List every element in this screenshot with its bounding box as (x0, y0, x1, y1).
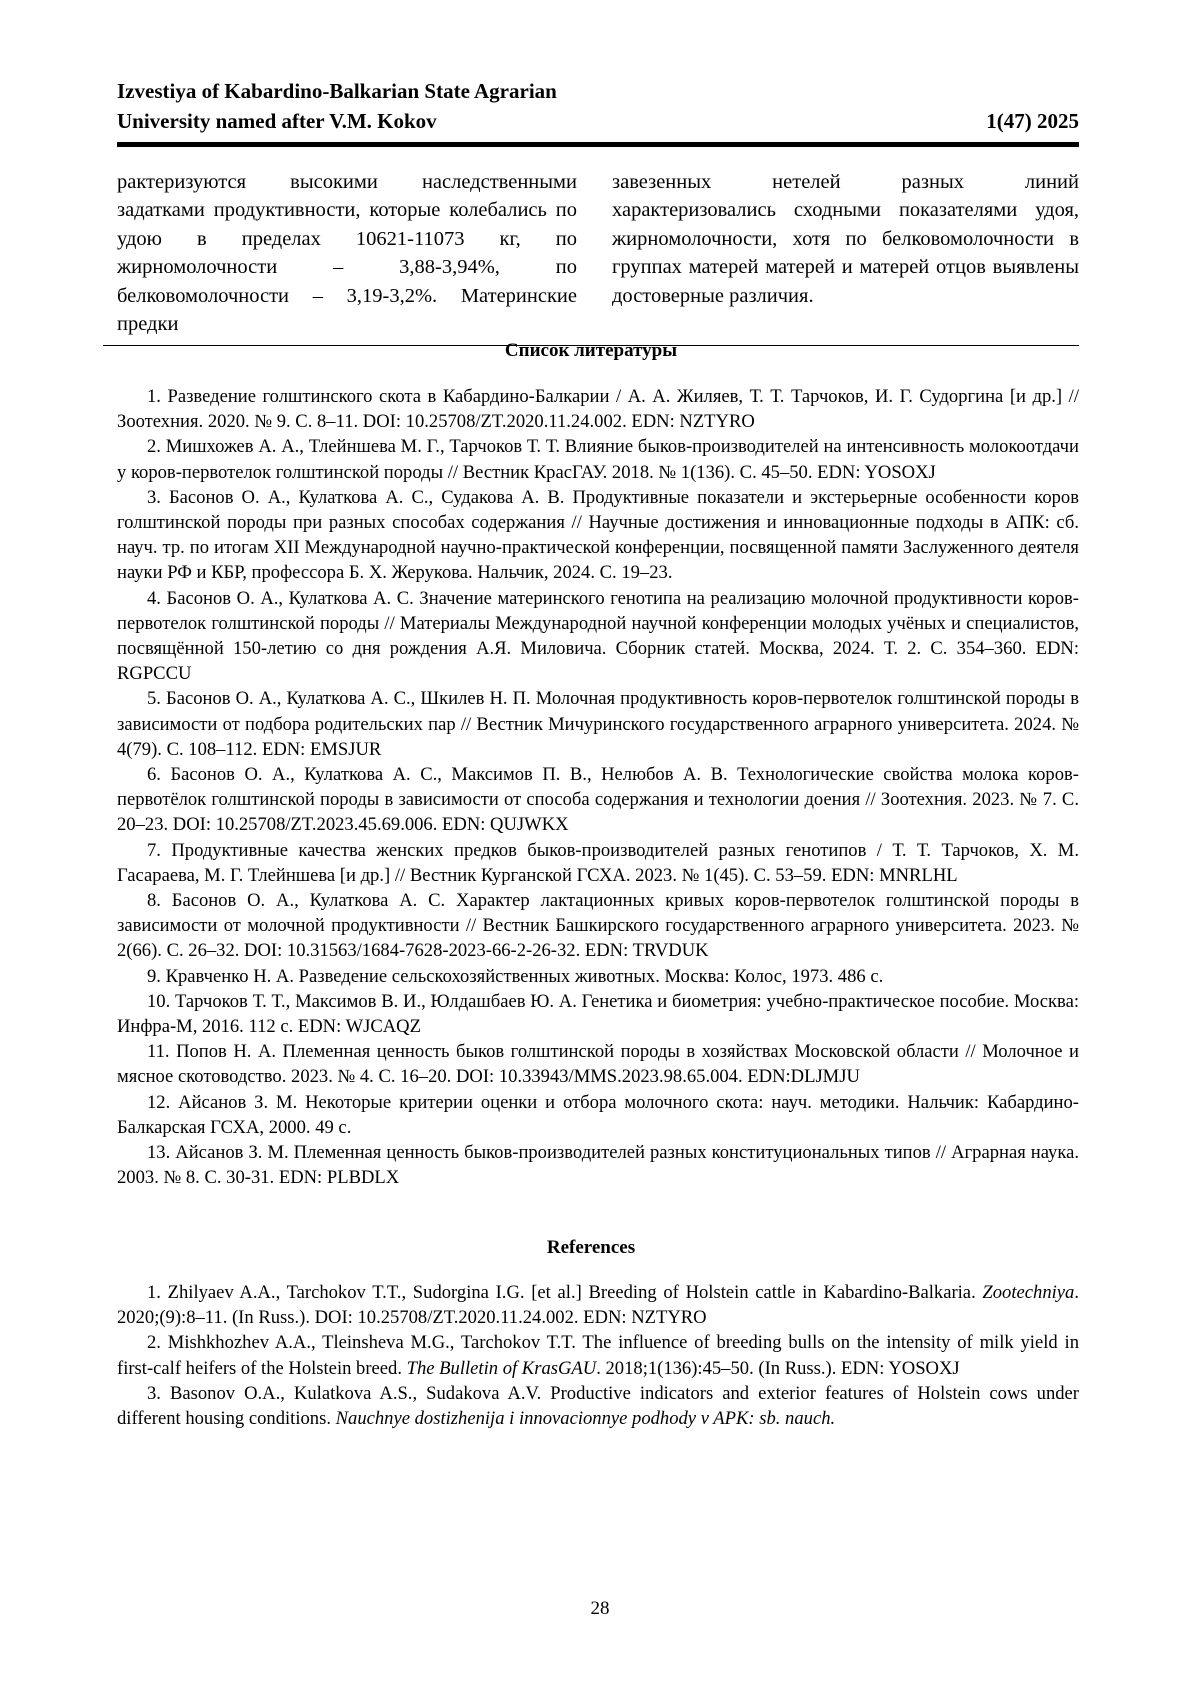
literature-item: 9. Кравченко Н. А. Разведение сельскохозяйственных животных. Москва: Колос, 1973. 486 с. (117, 964, 1079, 989)
body-left-column: рактеризуются высокими наследственными задатками продуктивности, которые колебались по удою в пределах 10621-11073 кг, по жирномолочности – 3,88-3,94%, по белковомолочности – 3,19-3,2%. Материнские предки (117, 168, 577, 338)
journal-page (0, 0, 1200, 1697)
literature-item: 12. Айсанов З. М. Некоторые критерии оценки и отбора молочного скота: науч. методики. Нальчик: Кабардино-Балкарская ГСХА, 2000. 49 с. (117, 1090, 1079, 1140)
journal-title-line2: University named after V.M. Kokov (117, 106, 557, 136)
page-number: 28 (0, 1598, 1200, 1620)
literature-item: 8. Басонов О. А., Кулаткова А. С. Характер лактационных кривых коров-первотелок голштинской породы в зависимости от молочной продуктивности // Вестник Башкирского государственного аграрного университета. 2023. № 2(66). С. 26–32. DOI: 10.31563/1684-7628-2023-66-2-26-32. EDN: TRVDUK (117, 888, 1079, 964)
literature-item: 13. Айсанов З. М. Племенная ценность быков-производителей разных конституциональных типов // Аграрная наука. 2003. № 8. С. 30-31. EDN: PLBDLX (117, 1140, 1079, 1190)
literature-item: 4. Басонов О. А., Кулаткова А. С. Значение материнского генотипа на реализацию молочной продуктивности коров-первотелок голштинской породы // Материалы Международной научной конференции молодых учёных и специалистов, посвящённой 150-летию со дня рождения А.Я. Миловича. Сборник статей. Москва, 2024. Т. 2. С. 354–360. EDN: RGPCCU (117, 586, 1079, 687)
literature-item: 2. Мишхожев А. А., Тлейншева М. Г., Тарчоков Т. Т. Влияние быков-производителей на интенсивность молокоотдачи у коров-первотелок голштинской породы // Вестник КрасГАУ. 2018. № 1(136). С. 45–50. EDN: YOSOXJ (117, 434, 1079, 484)
body-right-column: завезенных нетелей разных линий характеризовались сходными показателями удоя, жирномолочности, хотя по белковомолочности в группах матерей матерей и матерей отцов выявлены достоверные различия. (612, 168, 1079, 310)
reference-journal: Nauchnye dostizhenija i innovacionnye podhody v APK: sb. nauch. (336, 1408, 836, 1429)
literature-item: 6. Басонов О. А., Кулаткова А. С., Максимов П. В., Нелюбов А. В. Технологические свойства молока коров-первотёлок голштинской породы в зависимости от способа содержания и технологии доения // Зоотехния. 2023. № 7. С. 20–23. DOI: 10.25708/ZT.2023.45.69.006. EDN: QUJWKX (117, 762, 1079, 838)
references-list (117, 1280, 1079, 1431)
literature-item: 5. Басонов О. А., Кулаткова А. С., Шкилев Н. П. Молочная продуктивность коров-первотелок голштинской породы в зависимости от подбора родительских пар // Вестник Мичуринского государственного аграрного университета. 2024. № 4(79). С. 108–112. EDN: EMSJUR (117, 686, 1079, 762)
literature-item: 1. Разведение голштинского скота в Кабардино-Балкарии / А. А. Жиляев, Т. Т. Тарчоков, И. Г. Судоргина [и др.] // Зоотехния. 2020. № 9. С. 8–11. DOI: 10.25708/ZT.2020.11.24.002. EDN: NZTYRO (117, 384, 1079, 434)
reference-journal: The Bulletin of KrasGAU (407, 1358, 597, 1379)
references-heading: References (103, 1236, 1079, 1260)
reference-journal: Zootechniya (982, 1282, 1074, 1303)
literature-list (117, 384, 1079, 1191)
journal-title (117, 76, 557, 136)
literature-item: 7. Продуктивные качества женских предков быков-производителей разных генотипов / Т. Т. Тарчоков, Х. М. Гасараева, М. Г. Тлейншева [и др.] // Вестник Курганской ГСХА. 2023. № 1(45). С. 53–59. EDN: MNRLHL (117, 838, 1079, 888)
literature-item: 3. Басонов О. А., Кулаткова А. С., Судакова А. В. Продуктивные показатели и экстерьерные особенности коров голштинской породы при разных способах содержания // Научные достижения и инновационные подходы в АПК: сб. науч. тр. по итогам XII Международной научно-практической конференции, посвященной памяти Заслуженного деятеля науки РФ и КБР, профессора Б. Х. Жерукова. Нальчик, 2024. С. 19–23. (117, 485, 1079, 586)
reference-item: 1. Zhilyaev A.A., Tarchokov T.T., Sudorgina I.G. [et al.] Breeding of Holstein cattle in Kabardino-Balkaria. Zootechniya. 2020;(9):8–11. (In Russ.). DOI: 10.25708/ZT.2020.11.24.002. EDN: NZTYRO (117, 1280, 1079, 1330)
header-divider (117, 142, 1079, 147)
journal-title-line1: Izvestiya of Kabardino-Balkarian State Agrarian (117, 76, 557, 106)
reference-item: 3. Basonov O.A., Kulatkova A.S., Sudakova A.V. Productive indicators and exterior features of Holstein cows under different housing conditions. Nauchnye dostizhenija i innovacionnye podhody v APK: sb. nauch. (117, 1381, 1079, 1431)
literature-item: 10. Тарчоков Т. Т., Максимов В. И., Юлдашбаев Ю. А. Генетика и биометрия: учебно-практическое пособие. Москва: Инфра-М, 2016. 112 с. EDN: WJCAQZ (117, 989, 1079, 1039)
literature-heading: Список литературы (103, 339, 1079, 363)
reference-item: 2. Mishkhozhev A.A., Tleinsheva M.G., Tarchokov T.T. The influence of breeding bulls on the intensity of milk yield in first-calf heifers of the Holstein breed. The Bulletin of KrasGAU. 2018;1(136):45–50. (In Russ.). EDN: YOSOXJ (117, 1330, 1079, 1380)
issue-number: 1(47) 2025 (986, 106, 1079, 136)
literature-item: 11. Попов Н. А. Племенная ценность быков голштинской породы в хозяйствах Московской области // Молочное и мясное скотоводство. 2023. № 4. С. 16–20. DOI: 10.33943/MMS.2023.98.65.004. EDN:DLJMJU (117, 1039, 1079, 1089)
